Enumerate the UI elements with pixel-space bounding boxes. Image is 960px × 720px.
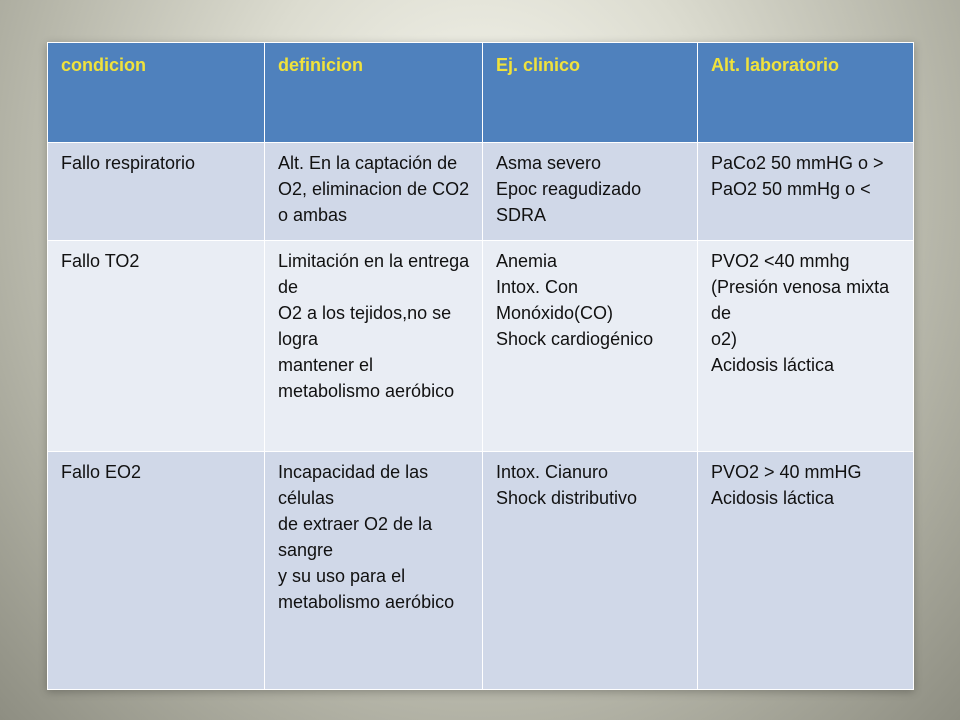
header-alt-laboratorio: Alt. laboratorio <box>698 43 914 143</box>
table-row <box>48 241 914 452</box>
cell-condicion: Fallo respiratorio <box>48 143 265 241</box>
header-ej-clinico: Ej. clinico <box>483 43 698 143</box>
cell-definicion: Alt. En la captación de O2, eliminacion de CO2 o ambas <box>265 143 483 241</box>
cell-alt-laboratorio: PVO2 <40 mmhg (Presión venosa mixta de o2) Acidosis láctica <box>698 241 914 452</box>
table-row <box>48 452 914 690</box>
table-row <box>48 143 914 241</box>
header-definicion: definicion <box>265 43 483 143</box>
cell-ej-clinico: Intox. Cianuro Shock distributivo <box>483 452 698 690</box>
cell-alt-laboratorio: PaCo2 50 mmHG o > PaO2 50 mmHg o < <box>698 143 914 241</box>
cell-definicion: Limitación en la entrega de O2 a los tejidos,no se logra mantener el metabolismo aeróbico <box>265 241 483 452</box>
cell-condicion: Fallo EO2 <box>48 452 265 690</box>
cell-definicion: Incapacidad de las células de extraer O2 de la sangre y su uso para el metabolismo aeróbico <box>265 452 483 690</box>
slide-table <box>47 42 914 690</box>
cell-condicion: Fallo TO2 <box>48 241 265 452</box>
header-row <box>48 43 914 143</box>
cell-ej-clinico: Asma severo Epoc reagudizado SDRA <box>483 143 698 241</box>
header-condicion: condicion <box>48 43 265 143</box>
cell-alt-laboratorio: PVO2 > 40 mmHG Acidosis láctica <box>698 452 914 690</box>
cell-ej-clinico: Anemia Intox. Con Monóxido(CO) Shock cardiogénico <box>483 241 698 452</box>
